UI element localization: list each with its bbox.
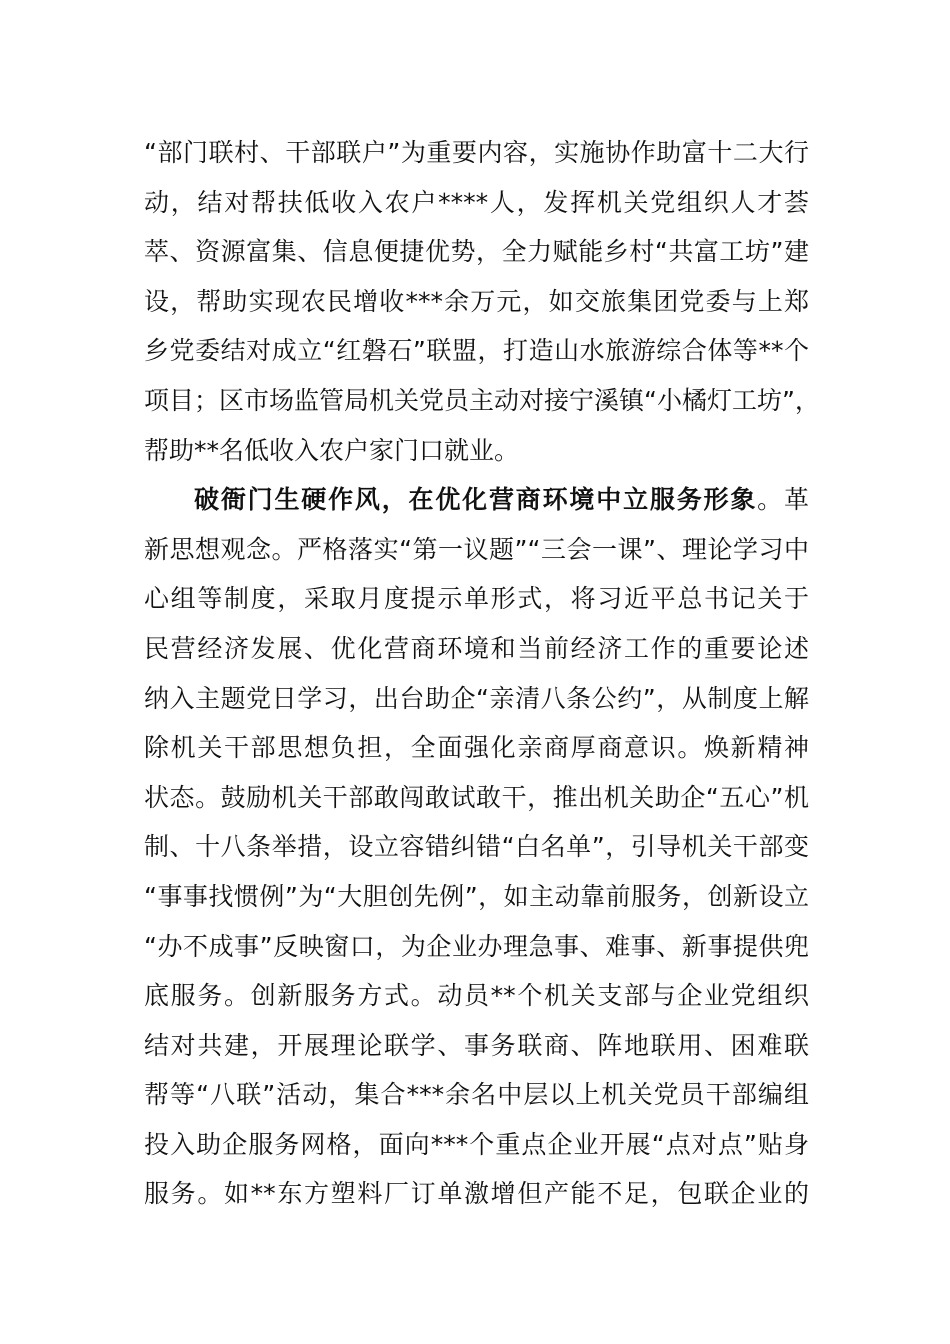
- paragraph-2-first-line: [144, 475, 809, 525]
- paragraph-1-line: “部门联村、干部联户”为重要内容，实施协作助富十二大行: [144, 138, 809, 167]
- paragraph-1-line: 设，帮助实现农民增收***余万元，如交旅集团党委与上郑: [144, 286, 809, 316]
- paragraph-2-line: 帮等“八联”活动，集合***余名中层以上机关党员干部编组: [144, 1080, 809, 1110]
- paragraph-2-line: 民营经济发展、优化营商环境和当前经济工作的重要论述: [144, 633, 809, 663]
- paragraph-2-line: 底服务。创新服务方式。动员**个机关支部与企业党组织: [144, 981, 809, 1011]
- paragraph-1-line: 项目；区市场监管局机关党员主动对接宁溪镇“小橘灯工坊”，: [144, 385, 820, 415]
- paragraph-2-line: 除机关干部思想负担，全面强化亲商厚商意识。焕新精神: [144, 733, 809, 763]
- paragraph-2-line: 心组等制度，采取月度提示单形式，将习近平总书记关于: [144, 584, 809, 614]
- paragraph-2-line: 状态。鼓励机关干部敢闯敢试敢干，推出机关助企“五心”机: [144, 782, 809, 812]
- paragraph-2-line: 投入助企服务网格，面向***个重点企业开展“点对点”贴身: [144, 1129, 809, 1159]
- paragraph-2-line: 制、十八条举措，设立容错纠错“白名单”，引导机关干部变: [144, 832, 809, 862]
- paragraph-2-line: 新思想观念。严格落实“第一议题”“三会一课”、理论学习中: [144, 534, 809, 564]
- paragraph-2-line: “事事找惯例”为“大胆创先例”，如主动靠前服务，创新设立: [144, 881, 809, 911]
- paragraph-2-heading: 破衙门生硬作风，在优化营商环境中立服务形象: [194, 485, 758, 515]
- paragraph-2-line: 结对共建，开展理论联学、事务联商、阵地联用、困难联: [144, 1030, 809, 1060]
- paragraph-1-line: 乡党委结对成立“红磐石”联盟，打造山水旅游综合体等**个: [144, 336, 809, 366]
- paragraph-2: [144, 475, 809, 1219]
- paragraph-1-line: 萃、资源富集、信息便捷优势，全力赋能乡村“共富工坊”建: [144, 237, 809, 267]
- paragraph-2-line: 纳入主题党日学习，出台助企“亲清八条公约”，从制度上解: [144, 683, 809, 713]
- paragraph-2-first-line-rest: 。革: [757, 485, 809, 515]
- paragraph-1-line: 动，结对帮扶低收入农户****人，发挥机关党组织人才荟: [144, 187, 809, 217]
- document-body: [144, 128, 820, 1219]
- paragraph-2-line: “办不成事”反映窗口，为企业办理急事、难事、新事提供兜: [144, 931, 809, 961]
- paragraph-1: [144, 128, 820, 475]
- paragraph-2-line: 服务。如**东方塑料厂订单激增但产能不足，包联企业的: [144, 1179, 809, 1209]
- paragraph-1-line: 帮助**名低收入农户家门口就业。: [144, 435, 520, 465]
